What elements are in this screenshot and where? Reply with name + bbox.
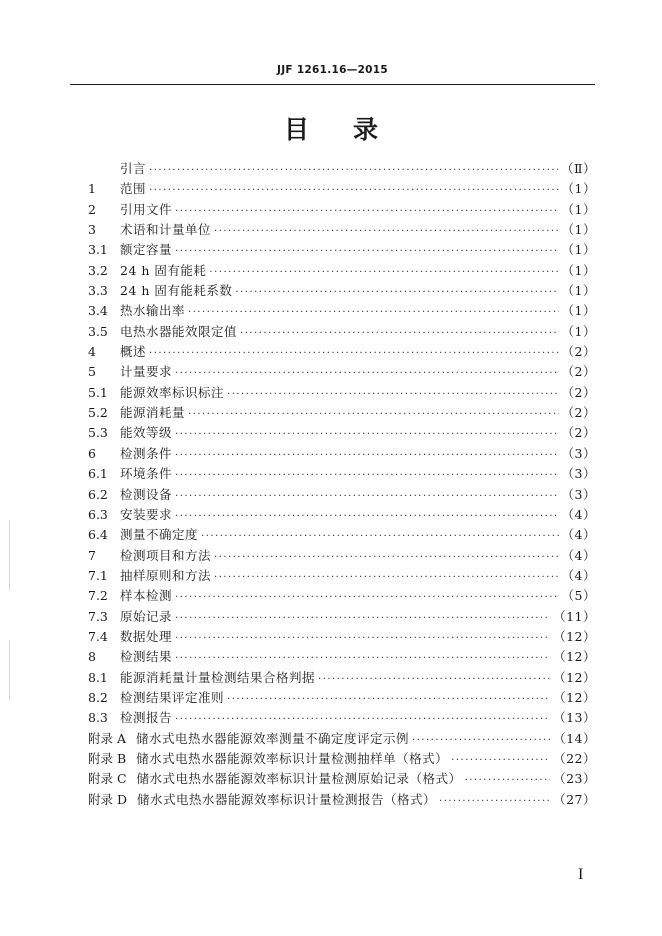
toc-dot-leader bbox=[451, 751, 550, 771]
toc-entry-page: （2） bbox=[561, 344, 596, 360]
toc-entry[interactable] bbox=[88, 423, 596, 443]
toc-entry-label: 样本检测 bbox=[120, 588, 173, 604]
toc-entry-number: 6 bbox=[88, 445, 96, 461]
toc-dot-leader bbox=[318, 670, 550, 690]
toc-entry-label: 术语和计量单位 bbox=[120, 222, 212, 238]
toc-entry-number: 7.3 bbox=[88, 608, 108, 624]
toc-entry-label: 检测结果 bbox=[120, 649, 173, 665]
toc-entry-page: （23） bbox=[553, 771, 596, 787]
toc-entry[interactable] bbox=[88, 444, 596, 464]
toc-entry-page: （1） bbox=[561, 222, 596, 238]
toc-entry-label: 储水式电热水器能源效率测量不确定度评定示例 bbox=[136, 730, 410, 746]
toc-entry-label: 范围 bbox=[120, 181, 147, 197]
toc-entry-page: （4） bbox=[561, 527, 596, 543]
toc-entry-number: 5 bbox=[88, 364, 96, 380]
toc-entry-label: 引言 bbox=[120, 161, 147, 176]
toc-dot-leader bbox=[175, 202, 559, 222]
toc-dot-leader bbox=[175, 710, 550, 730]
toc-entry-number: 4 bbox=[88, 344, 96, 360]
toc-dot-leader bbox=[149, 161, 558, 181]
toc-entry-label: 储水式电热水器能源效率标识计量检测原始记录（格式） bbox=[136, 771, 462, 787]
toc-entry[interactable] bbox=[88, 220, 596, 240]
toc-entry[interactable] bbox=[88, 647, 596, 667]
toc-entry-label: 引用文件 bbox=[120, 201, 173, 217]
scan-margin-mark bbox=[9, 640, 10, 700]
toc-entry-number: 5.2 bbox=[88, 405, 108, 421]
standard-code-header: JJF 1261.16—2015 bbox=[277, 64, 388, 76]
toc-entry[interactable] bbox=[88, 240, 596, 260]
toc-entry-number: 1 bbox=[88, 181, 96, 197]
toc-entry-label: 储水式电热水器能源效率标识计量检测报告（格式） bbox=[137, 791, 437, 807]
toc-dot-leader bbox=[175, 588, 559, 608]
toc-dot-leader bbox=[175, 487, 559, 507]
toc-entry-label: 额定容量 bbox=[120, 242, 173, 258]
toc-entry[interactable] bbox=[88, 281, 596, 301]
toc-appendix-entry[interactable] bbox=[88, 769, 596, 789]
toc-entry-page: （Ⅱ） bbox=[561, 161, 596, 176]
toc-appendix-entry[interactable] bbox=[88, 790, 596, 810]
toc-dot-leader bbox=[175, 242, 559, 262]
toc-dot-leader bbox=[188, 405, 559, 425]
toc-entry-label: 原始记录 bbox=[120, 608, 173, 624]
toc-entry-page: （1） bbox=[561, 181, 596, 197]
toc-dot-leader bbox=[227, 690, 550, 710]
toc-entry-page: （3） bbox=[561, 445, 596, 461]
toc-entry-page: （1） bbox=[561, 201, 596, 217]
toc-entry-label: 概述 bbox=[120, 344, 147, 360]
toc-entry-number: 3.5 bbox=[88, 323, 108, 339]
toc-dot-leader bbox=[175, 609, 550, 629]
toc-entry-number: 5.3 bbox=[88, 425, 108, 441]
toc-entry-number: 8.2 bbox=[88, 689, 108, 705]
toc-entry-page: （12） bbox=[553, 649, 596, 665]
toc-dot-leader bbox=[227, 385, 559, 405]
toc-entry-label: 能效等级 bbox=[120, 425, 173, 441]
toc-entry-number: 3.2 bbox=[88, 262, 108, 278]
toc-entry[interactable] bbox=[88, 261, 596, 281]
toc-entry-page: （1） bbox=[561, 242, 596, 258]
toc-entry-number: 3 bbox=[88, 222, 96, 238]
toc-dot-leader bbox=[175, 364, 559, 384]
toc-entry-label: 能源消耗量计量检测结果合格判据 bbox=[120, 669, 316, 685]
toc-entry-page: （1） bbox=[561, 303, 596, 319]
toc-entry-label: 抽样原则和方法 bbox=[120, 567, 212, 583]
toc-dot-leader bbox=[175, 466, 559, 486]
toc-entry[interactable] bbox=[88, 383, 596, 403]
toc-entry-page: （4） bbox=[561, 506, 596, 522]
toc-entry[interactable] bbox=[88, 607, 596, 627]
toc-entry-number: 附录 A bbox=[88, 730, 127, 746]
toc-entry-page: （12） bbox=[553, 628, 596, 644]
header-rule bbox=[70, 84, 595, 85]
toc-dot-leader bbox=[240, 324, 559, 344]
toc-entry[interactable] bbox=[88, 159, 596, 179]
toc-entry[interactable] bbox=[88, 586, 596, 606]
toc-entry-number: 5.1 bbox=[88, 384, 108, 400]
toc-entry-page: （2） bbox=[561, 425, 596, 441]
toc-entry-page: （2） bbox=[561, 405, 596, 421]
toc-entry-number: 8.1 bbox=[88, 669, 108, 685]
toc-entry-number: 3.4 bbox=[88, 303, 108, 319]
toc-entry-number: 附录 C bbox=[88, 771, 127, 787]
toc-entry-page: （4） bbox=[561, 567, 596, 583]
toc-entry[interactable] bbox=[88, 566, 596, 586]
toc-dot-leader bbox=[214, 222, 559, 242]
toc-entry[interactable] bbox=[88, 200, 596, 220]
toc-entry-page: （12） bbox=[553, 669, 596, 685]
page-title bbox=[0, 110, 662, 146]
toc-dot-leader bbox=[149, 344, 559, 364]
toc-dot-leader bbox=[188, 303, 559, 323]
toc-entry-page: （3） bbox=[561, 486, 596, 502]
toc-entry-number: 2 bbox=[88, 201, 96, 217]
toc-dot-leader bbox=[439, 792, 550, 812]
toc-entry[interactable] bbox=[88, 179, 596, 199]
page-number: I bbox=[578, 866, 584, 883]
toc-entry-label: 24 h 固有能耗系数 bbox=[120, 283, 233, 299]
toc-entry-number: 7.1 bbox=[88, 567, 108, 583]
toc-entry-label: 检测设备 bbox=[120, 486, 173, 502]
toc-entry-label: 计量要求 bbox=[120, 364, 173, 380]
toc-dot-leader bbox=[235, 283, 558, 303]
toc-entry-page: （1） bbox=[561, 283, 596, 299]
toc-entry[interactable] bbox=[88, 627, 596, 647]
toc-entry-label: 数据处理 bbox=[120, 628, 173, 644]
toc-entry-page: （2） bbox=[561, 384, 596, 400]
scan-margin-mark bbox=[9, 520, 10, 590]
toc-entry-label: 检测结果评定准则 bbox=[120, 689, 225, 705]
toc-entry-number: 3.1 bbox=[88, 242, 108, 258]
toc-entry-number: 8.3 bbox=[88, 710, 108, 726]
table-of-contents bbox=[88, 159, 596, 810]
toc-entry-page: （4） bbox=[561, 547, 596, 563]
toc-entry[interactable] bbox=[88, 525, 596, 545]
toc-entry-page: （13） bbox=[553, 710, 596, 726]
toc-entry-page: （2） bbox=[561, 364, 596, 380]
toc-dot-leader bbox=[412, 731, 550, 751]
toc-dot-leader bbox=[465, 771, 551, 791]
toc-entry-label: 储水式电热水器能源效率标识计量检测抽样单（格式） bbox=[136, 750, 449, 766]
toc-entry-label: 测量不确定度 bbox=[120, 527, 199, 543]
toc-entry-number: 7.2 bbox=[88, 588, 108, 604]
toc-dot-leader bbox=[149, 181, 559, 201]
page-title-right-char: 录 bbox=[353, 115, 379, 144]
toc-dot-leader bbox=[214, 568, 559, 588]
toc-entry-number: 7.4 bbox=[88, 628, 108, 644]
toc-entry-label: 24 h 固有能耗 bbox=[120, 262, 207, 278]
toc-entry[interactable] bbox=[88, 464, 596, 484]
toc-entry-label: 安装要求 bbox=[120, 506, 173, 522]
toc-entry-page: （1） bbox=[561, 262, 596, 278]
toc-entry-number: 6.2 bbox=[88, 486, 108, 502]
toc-dot-leader bbox=[209, 263, 558, 283]
toc-entry-label: 环境条件 bbox=[120, 466, 173, 482]
toc-entry-page: （3） bbox=[561, 466, 596, 482]
toc-entry-label: 热水输出率 bbox=[120, 303, 186, 319]
toc-entry[interactable] bbox=[88, 688, 596, 708]
toc-entry[interactable] bbox=[88, 485, 596, 505]
toc-appendix-entry[interactable] bbox=[88, 749, 596, 769]
toc-entry-page: （5） bbox=[561, 588, 596, 604]
toc-dot-leader bbox=[201, 527, 559, 547]
toc-entry-page: （14） bbox=[553, 730, 596, 746]
toc-entry-number: 6.4 bbox=[88, 527, 108, 543]
toc-entry-page: （12） bbox=[553, 689, 596, 705]
toc-entry[interactable] bbox=[88, 668, 596, 688]
toc-entry-number: 8 bbox=[88, 649, 96, 665]
toc-entry-label: 能源效率标识标注 bbox=[120, 384, 225, 400]
toc-entry-label: 能源消耗量 bbox=[120, 405, 186, 421]
toc-entry[interactable] bbox=[88, 322, 596, 342]
toc-entry[interactable] bbox=[88, 505, 596, 525]
toc-entry-number: 6.1 bbox=[88, 466, 108, 482]
toc-entry-label: 电热水器能效限定值 bbox=[120, 323, 238, 339]
toc-dot-leader bbox=[175, 507, 559, 527]
toc-dot-leader bbox=[175, 425, 559, 445]
toc-dot-leader bbox=[214, 548, 559, 568]
toc-entry-label: 检测报告 bbox=[120, 710, 173, 726]
toc-entry-page: （27） bbox=[553, 791, 596, 807]
toc-entry-page: （1） bbox=[561, 323, 596, 339]
toc-entry-number: 7 bbox=[88, 547, 96, 563]
toc-entry-label: 检测项目和方法 bbox=[120, 547, 212, 563]
toc-entry-number: 6.3 bbox=[88, 506, 108, 522]
toc-entry-label: 检测条件 bbox=[120, 445, 173, 461]
toc-appendix-entry[interactable] bbox=[88, 729, 596, 749]
toc-entry-number: 附录 B bbox=[88, 750, 127, 766]
toc-entry[interactable] bbox=[88, 546, 596, 566]
toc-entry-page: （22） bbox=[553, 750, 596, 766]
toc-entry[interactable] bbox=[88, 342, 596, 362]
toc-entry[interactable] bbox=[88, 301, 596, 321]
toc-entry[interactable] bbox=[88, 403, 596, 423]
toc-dot-leader bbox=[175, 649, 550, 669]
toc-entry-number: 3.3 bbox=[88, 283, 108, 299]
toc-entry-page: （11） bbox=[553, 608, 596, 624]
toc-dot-leader bbox=[175, 446, 559, 466]
toc-entry-number: 附录 D bbox=[88, 791, 127, 807]
toc-entry[interactable] bbox=[88, 708, 596, 728]
toc-entry[interactable] bbox=[88, 362, 596, 382]
toc-dot-leader bbox=[175, 629, 550, 649]
page-title-left-char: 目 bbox=[283, 115, 309, 144]
